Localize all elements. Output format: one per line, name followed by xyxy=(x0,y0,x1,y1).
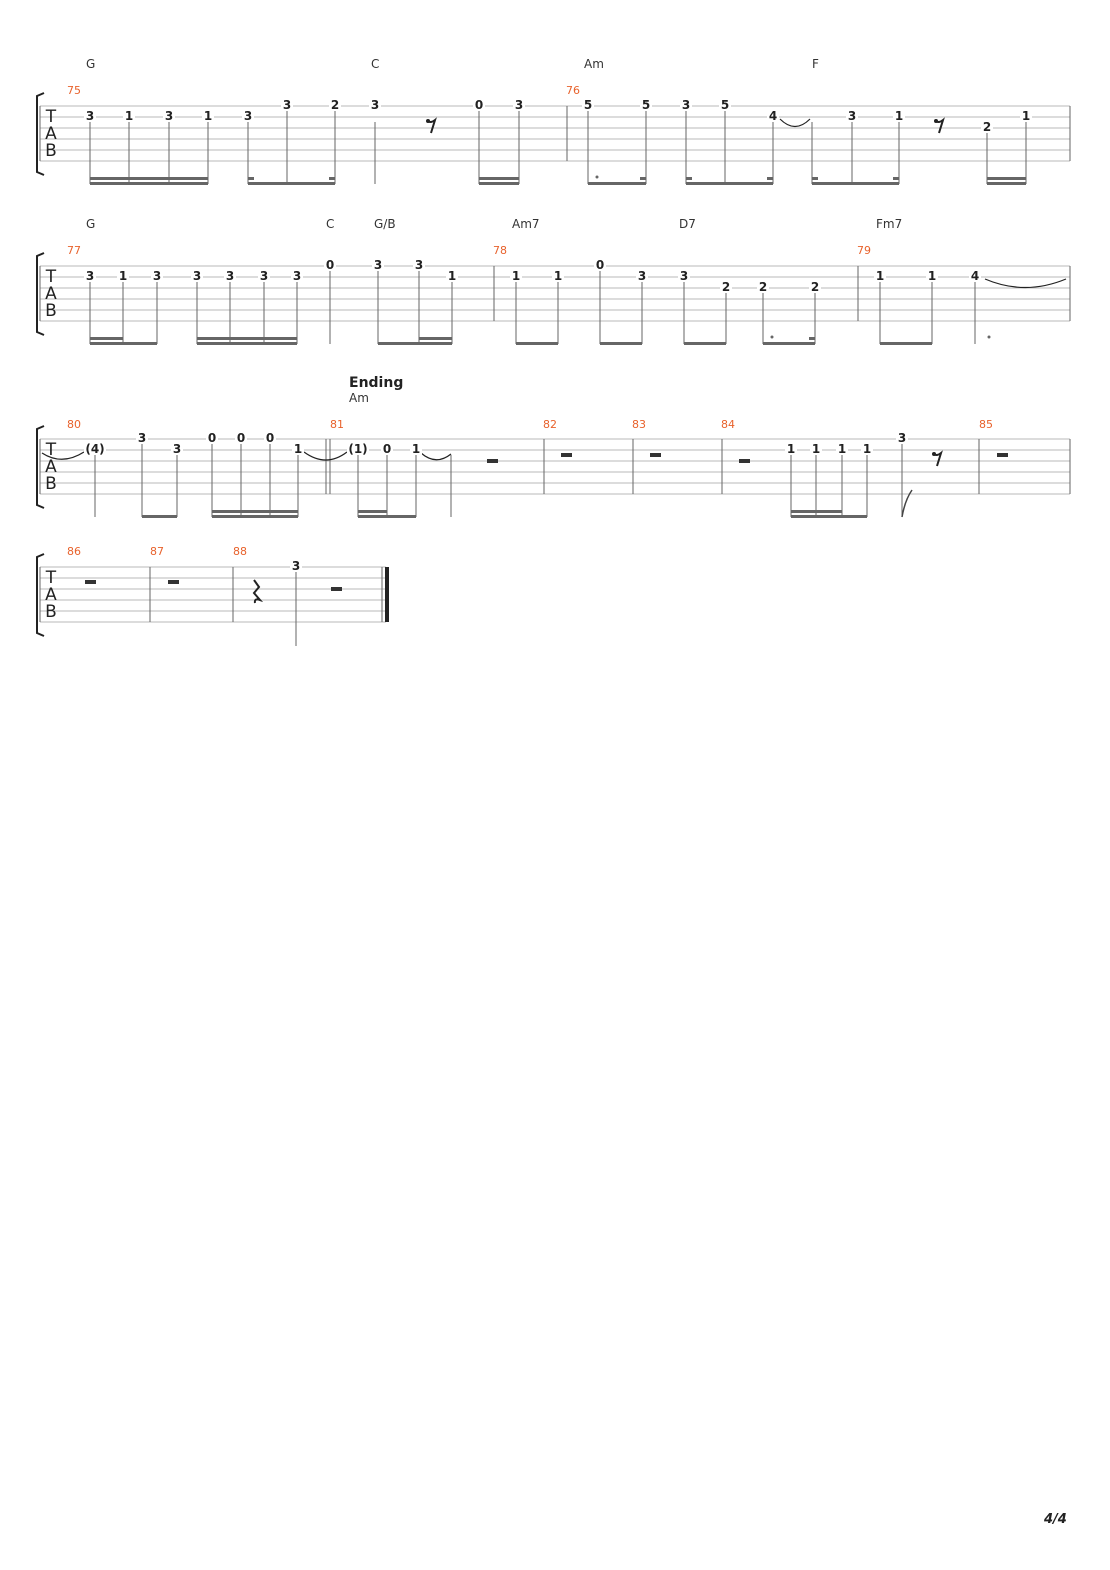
fret-number: 1 xyxy=(811,442,821,456)
tab-letter: A xyxy=(45,585,57,605)
measure-number: 81 xyxy=(330,418,344,431)
fret-number: 3 xyxy=(897,431,907,445)
beams xyxy=(142,510,867,518)
fret-number: 0 xyxy=(236,431,246,445)
chord-symbol: C xyxy=(371,57,380,71)
chord-symbol: Am7 xyxy=(512,217,540,231)
tab-letter: A xyxy=(45,284,57,304)
fret-number: 2 xyxy=(758,280,768,294)
system-1 xyxy=(37,57,1070,185)
staff-lines xyxy=(40,106,1070,161)
measure-number: 86 xyxy=(67,545,81,558)
fret-number: 1 xyxy=(118,269,128,283)
tab-letter: T xyxy=(45,568,57,588)
fret-number: 4 xyxy=(768,109,778,123)
chord-symbol: G xyxy=(86,57,96,71)
section-label: Ending xyxy=(349,375,404,391)
measure-number: 83 xyxy=(632,418,646,431)
fret-number: 1 xyxy=(862,442,872,456)
fret-number: 3 xyxy=(847,109,857,123)
fret-number: 3 xyxy=(225,269,235,283)
fret-number: 4 xyxy=(970,269,980,283)
fret-number: 3 xyxy=(137,431,147,445)
system-3 xyxy=(37,375,1070,518)
measure-number: 77 xyxy=(67,244,81,257)
tab-letter: B xyxy=(45,602,57,622)
system-4 xyxy=(37,545,389,646)
measure-number: 87 xyxy=(150,545,164,558)
fret-number: (4) xyxy=(85,442,105,456)
fret-numbers xyxy=(84,430,908,456)
fret-number: 3 xyxy=(172,442,182,456)
measure-number: 84 xyxy=(721,418,735,431)
staff-lines xyxy=(40,439,1070,494)
measure-number: 88 xyxy=(233,545,247,558)
fret-number: 3 xyxy=(681,98,691,112)
fret-number: 0 xyxy=(207,431,217,445)
tab-letter: B xyxy=(45,301,57,321)
fret-number: 3 xyxy=(679,269,689,283)
fret-number: 3 xyxy=(373,258,383,272)
fret-number: 3 xyxy=(85,269,95,283)
system-2 xyxy=(37,217,1070,345)
fret-number: 1 xyxy=(837,442,847,456)
fret-number: 3 xyxy=(282,98,292,112)
fret-number: 0 xyxy=(382,442,392,456)
fret-number: 1 xyxy=(511,269,521,283)
chord-symbol: Am xyxy=(349,391,369,405)
fret-number: 1 xyxy=(447,269,457,283)
fret-number: 1 xyxy=(553,269,563,283)
fret-number: 1 xyxy=(786,442,796,456)
fret-number: 1 xyxy=(894,109,904,123)
staff-lines xyxy=(40,567,386,622)
chord-symbol: G/B xyxy=(374,217,396,231)
quarter-rest xyxy=(254,580,260,603)
chord-symbol: C xyxy=(326,217,335,231)
beams xyxy=(90,336,991,346)
fret-number: 3 xyxy=(164,109,174,123)
fret-number: 5 xyxy=(720,98,730,112)
chord-symbol: D7 xyxy=(679,217,696,231)
chord-symbol: Am xyxy=(584,57,604,71)
fret-number: 0 xyxy=(325,258,335,272)
fret-number: 2 xyxy=(330,98,340,112)
tab-letter: T xyxy=(45,440,57,460)
chord-symbol: Fm7 xyxy=(876,217,903,231)
fret-number: 2 xyxy=(982,120,992,134)
fret-number: 3 xyxy=(152,269,162,283)
fret-number: 5 xyxy=(583,98,593,112)
tab-letter: A xyxy=(45,124,57,144)
fret-number: 3 xyxy=(192,269,202,283)
fret-number: 1 xyxy=(927,269,937,283)
measure-number: 76 xyxy=(566,84,580,97)
fret-number: 1 xyxy=(124,109,134,123)
fret-number: 3 xyxy=(259,269,269,283)
tab-letter: B xyxy=(45,141,57,161)
measure-number: 82 xyxy=(543,418,557,431)
fret-number: 3 xyxy=(292,269,302,283)
beams xyxy=(90,176,1026,186)
chord-symbol: G xyxy=(86,217,96,231)
note-stems xyxy=(95,444,902,517)
note-stems xyxy=(90,111,1026,184)
measure-number: 80 xyxy=(67,418,81,431)
tab-letter: T xyxy=(45,267,57,287)
note-stems xyxy=(90,271,975,344)
fret-number: 3 xyxy=(514,98,524,112)
fret-number: 2 xyxy=(810,280,820,294)
measure-number: 78 xyxy=(493,244,507,257)
fret-number: 1 xyxy=(203,109,213,123)
fret-number: 0 xyxy=(265,431,275,445)
fret-number: 3 xyxy=(370,98,380,112)
page-number: 4/4 xyxy=(1044,1512,1067,1527)
tie xyxy=(780,119,810,127)
fret-number: 2 xyxy=(721,280,731,294)
fret-number: 0 xyxy=(595,258,605,272)
tab-letter: T xyxy=(45,107,57,127)
fret-number: 5 xyxy=(641,98,651,112)
fret-number: 1 xyxy=(411,442,421,456)
measure-number: 79 xyxy=(857,244,871,257)
fret-number: 1 xyxy=(293,442,303,456)
fret-number: 3 xyxy=(291,559,301,573)
fret-number: 3 xyxy=(243,109,253,123)
final-barline-thick xyxy=(385,567,389,622)
tab-letter: A xyxy=(45,457,57,477)
chord-symbol: F xyxy=(812,57,819,71)
fret-number: (1) xyxy=(348,442,368,456)
fret-number: 3 xyxy=(637,269,647,283)
fret-number: 0 xyxy=(474,98,484,112)
fret-number: 3 xyxy=(414,258,424,272)
tie xyxy=(985,279,1066,288)
fret-number: 1 xyxy=(1021,109,1031,123)
fret-number: 3 xyxy=(85,109,95,123)
fret-number: 1 xyxy=(875,269,885,283)
measure-number: 85 xyxy=(979,418,993,431)
measure-number: 75 xyxy=(67,84,81,97)
tab-letter: B xyxy=(45,474,57,494)
